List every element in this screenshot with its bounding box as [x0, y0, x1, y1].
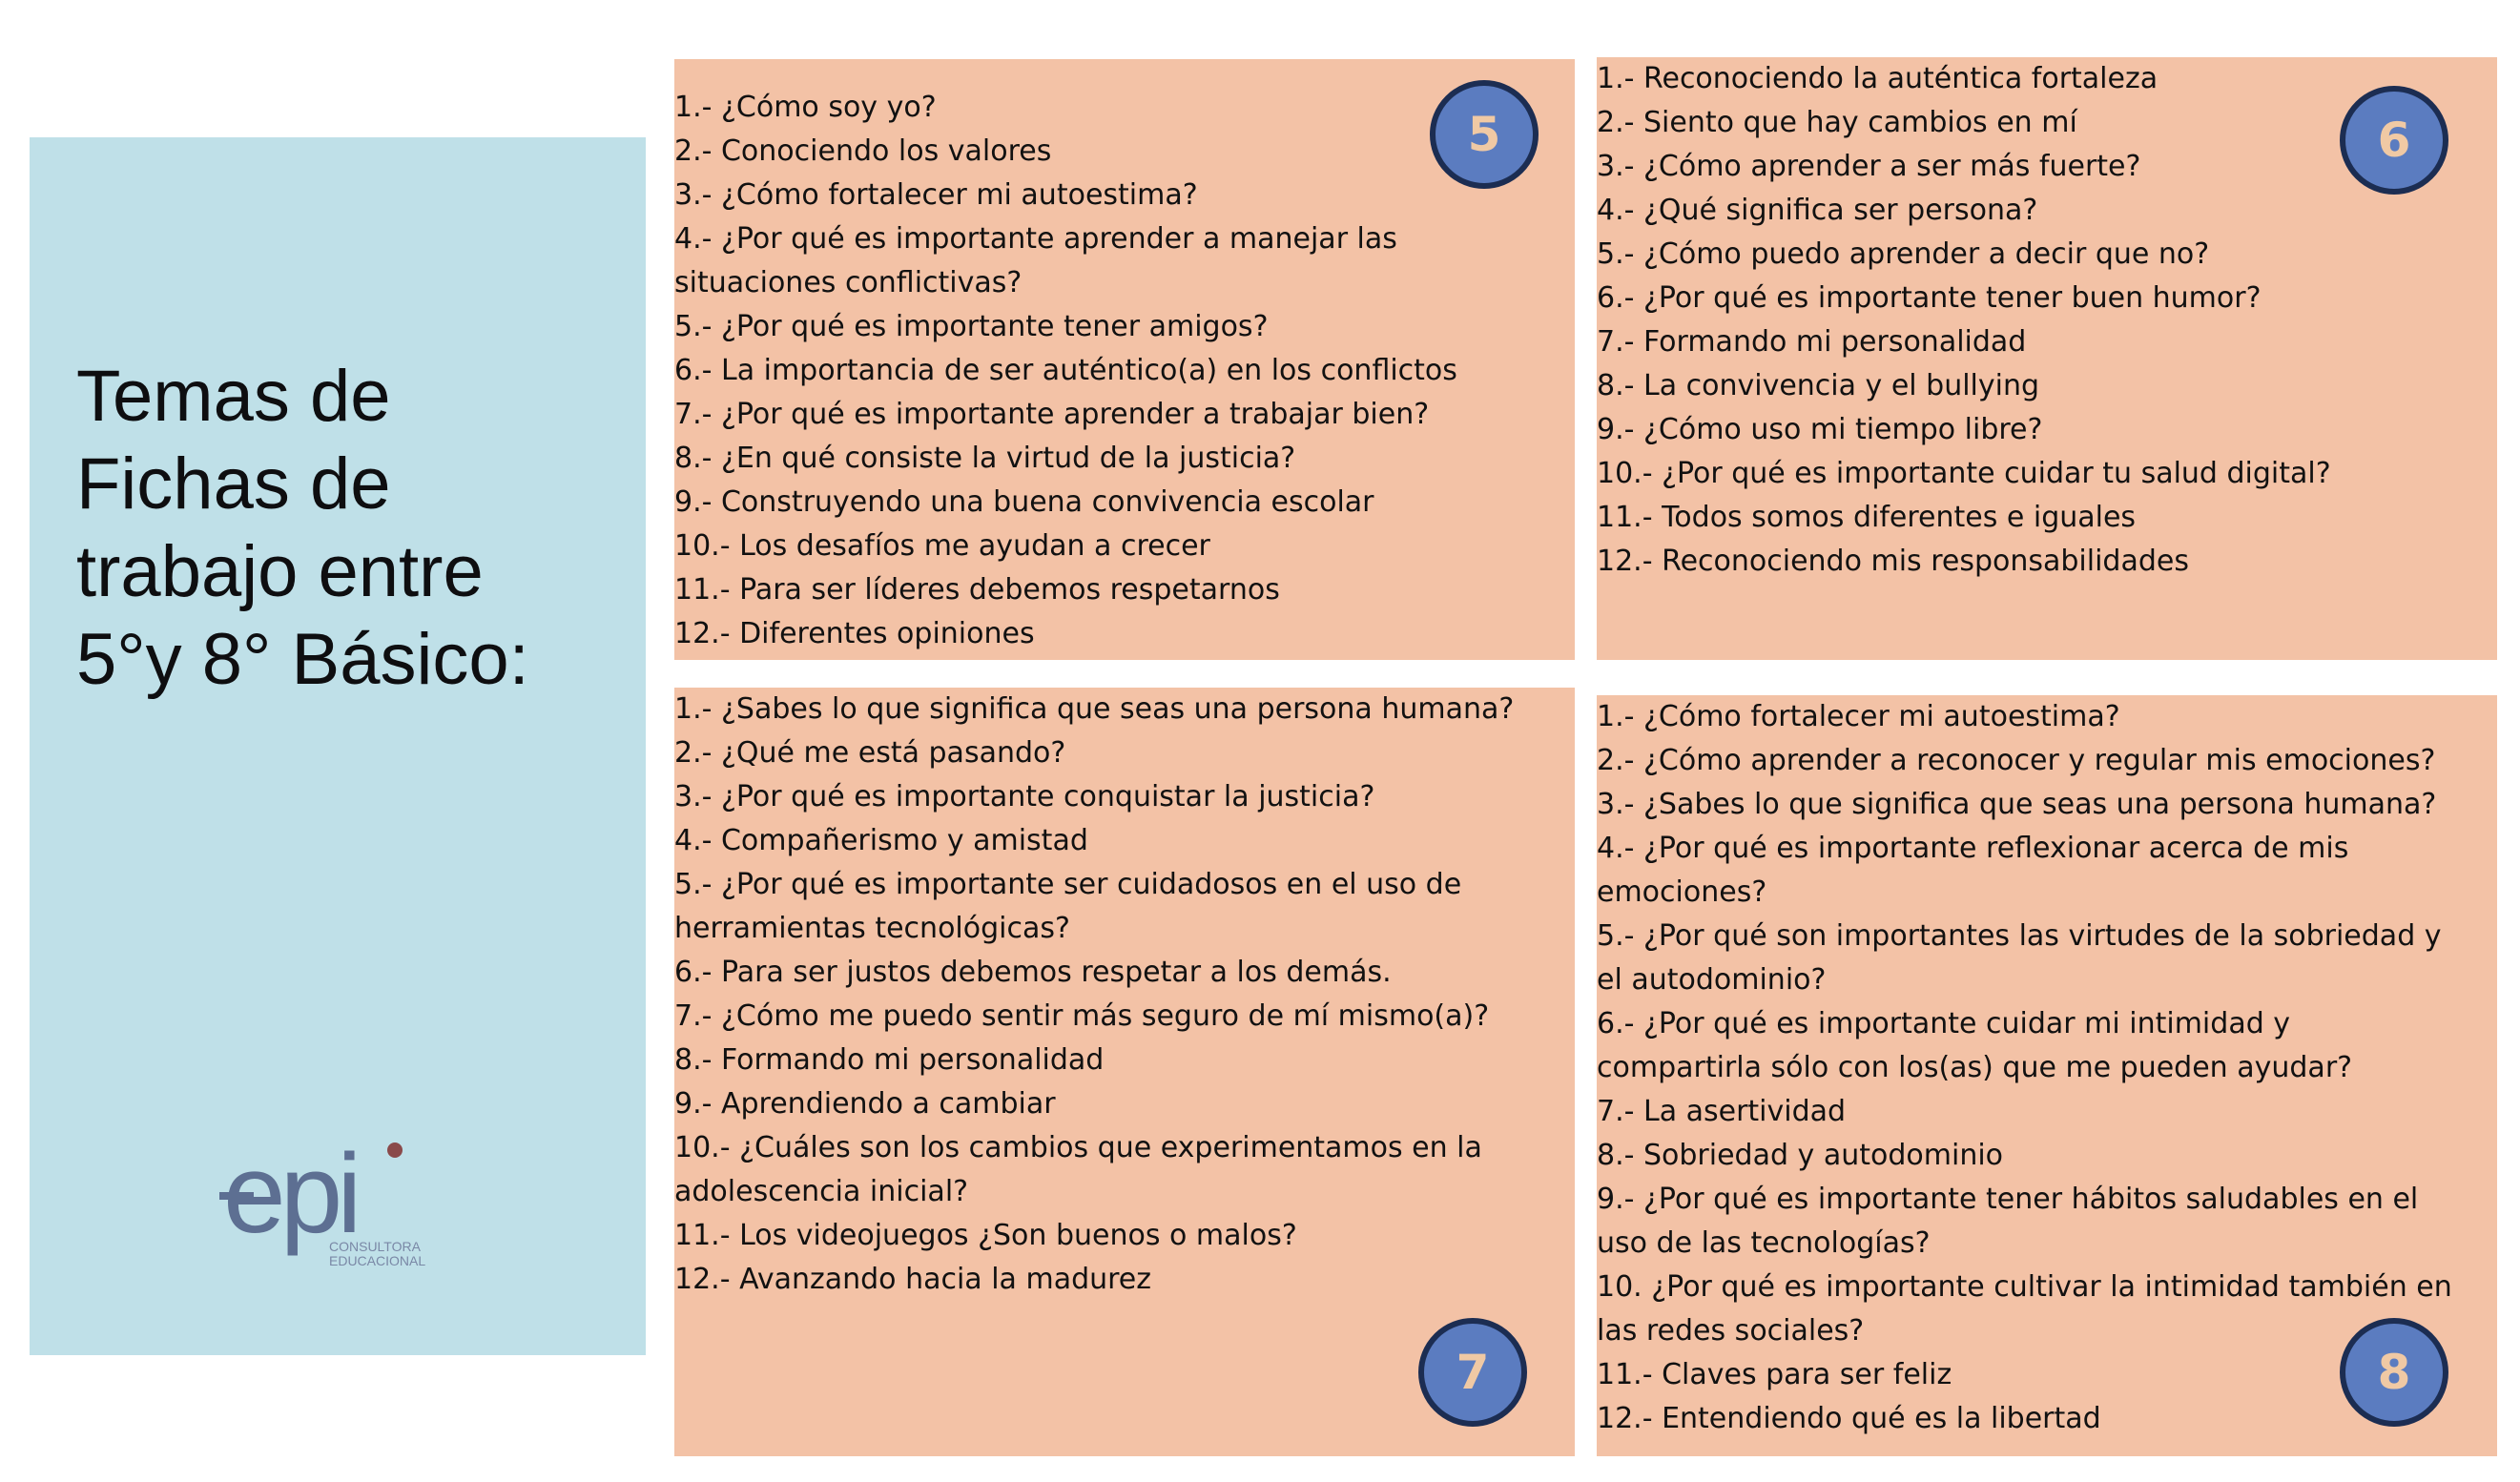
topic-item: 7.- ¿Por qué es importante aprender a trabajar bien?	[674, 398, 1430, 431]
topic-item: 2.- ¿Cómo aprender a reconocer y regular mis emociones?	[1597, 744, 2436, 777]
topic-item: 12.- Avanzando hacia la madurez	[674, 1263, 1152, 1296]
topic-item: 9.- ¿Por qué es importante tener hábitos saludables en el uso de las tecnologías?	[1597, 1183, 2419, 1260]
topic-list-grade-8	[1597, 695, 2455, 1441]
topic-item: 12.- Entendiendo qué es la libertad	[1597, 1402, 2101, 1435]
topic-item: 8.- Sobriedad y autodominio	[1597, 1139, 2004, 1172]
topic-list-grade-5	[674, 86, 1533, 656]
topic-item: 11.- Claves para ser feliz	[1597, 1358, 1952, 1391]
epi-logo	[219, 1135, 448, 1278]
topic-item: 7.- Formando mi personalidad	[1597, 325, 2027, 359]
topic-item: 8.- Formando mi personalidad	[674, 1043, 1105, 1077]
logo-dot	[387, 1142, 403, 1158]
logo-wordmark: epi	[223, 1135, 357, 1257]
topic-item: 11.- Todos somos diferentes e iguales	[1597, 501, 2137, 534]
topic-item: 11.- Los videojuegos ¿Son buenos o malos?	[674, 1219, 1297, 1252]
topic-item: 1.- ¿Sabes lo que significa que seas una persona humana?	[674, 692, 1515, 726]
topic-item: 6.- ¿Por qué es importante cuidar mi intimidad y compartirla sólo con los(as) que me pueden ayudar?	[1597, 1007, 2353, 1084]
topic-list-grade-6	[1597, 57, 2455, 584]
topic-item: 8.- La convivencia y el bullying	[1597, 369, 2040, 402]
topic-item: 1.- Reconociendo la auténtica fortaleza	[1597, 62, 2159, 95]
topic-item: 5.- ¿Por qué es importante ser cuidadosos en el uso de herramientas tecnológicas?	[674, 868, 1462, 945]
topic-item: 1.- ¿Cómo fortalecer mi autoestima?	[1597, 700, 2120, 733]
topic-item: 3.- ¿Por qué es importante conquistar la justicia?	[674, 780, 1375, 813]
topic-item: 9.- ¿Cómo uso mi tiempo libre?	[1597, 413, 2043, 446]
topic-item: 12.- Reconociendo mis responsabilidades	[1597, 545, 2189, 578]
topic-item: 6.- ¿Por qué es importante tener buen humor?	[1597, 281, 2262, 315]
topic-item: 3.- ¿Cómo fortalecer mi autoestima?	[674, 178, 1198, 212]
grade-5-badge: 5	[1430, 80, 1539, 189]
panel-grade-6	[1597, 57, 2497, 660]
topic-item: 10.- ¿Cuáles son los cambios que experimentamos en la adolescencia inicial?	[674, 1131, 1482, 1208]
topic-list-grade-7	[674, 688, 1533, 1302]
topic-item: 4.- ¿Qué significa ser persona?	[1597, 194, 2038, 227]
topic-item: 2.- Siento que hay cambios en mí	[1597, 106, 2077, 139]
topic-item: 4.- ¿Por qué es importante aprender a manejar las situaciones conflictivas?	[674, 222, 1397, 299]
panel-grade-8	[1597, 695, 2497, 1456]
topic-item: 10. ¿Por qué es importante cultivar la intimidad también en las redes sociales?	[1597, 1270, 2452, 1348]
topic-item: 4.- Compañerismo y amistad	[674, 824, 1088, 857]
topic-item: 3.- ¿Sabes lo que significa que seas una persona humana?	[1597, 788, 2437, 821]
topic-item: 9.- Construyendo una buena convivencia escolar	[674, 485, 1374, 519]
panel-grade-5	[674, 59, 1575, 660]
topic-item: 8.- ¿En qué consiste la virtud de la justicia?	[674, 442, 1296, 475]
topic-item: 6.- Para ser justos debemos respetar a los demás.	[674, 956, 1392, 989]
topic-item: 7.- ¿Cómo me puedo sentir más seguro de mí mismo(a)?	[674, 999, 1490, 1033]
topic-item: 10.- Los desafíos me ayudan a crecer	[674, 529, 1210, 563]
topic-item: 2.- ¿Qué me está pasando?	[674, 736, 1066, 770]
topic-item: 3.- ¿Cómo aprender a ser más fuerte?	[1597, 150, 2141, 183]
grade-8-badge: 8	[2340, 1318, 2448, 1427]
topic-item: 4.- ¿Por qué es importante reflexionar acerca de mis emociones?	[1597, 832, 2349, 909]
topic-item: 10.- ¿Por qué es importante cuidar tu salud digital?	[1597, 457, 2331, 490]
topic-item: 1.- ¿Cómo soy yo?	[674, 91, 937, 124]
topic-item: 11.- Para ser líderes debemos respetarnos	[674, 573, 1280, 607]
topic-item: 5.- ¿Por qué son importantes las virtudes de la sobriedad y el autodominio?	[1597, 919, 2442, 997]
grade-6-badge: 6	[2340, 86, 2448, 195]
panel-grade-7	[674, 688, 1575, 1456]
grade-7-badge: 7	[1418, 1318, 1527, 1427]
topic-item: 9.- Aprendiendo a cambiar	[674, 1087, 1056, 1121]
topic-item: 5.- ¿Cómo puedo aprender a decir que no?	[1597, 237, 2210, 271]
topic-item: 12.- Diferentes opiniones	[674, 617, 1035, 650]
page-title: Temas de Fichas de trabajo entre 5°y 8° Básico:	[76, 356, 529, 700]
logo-subtitle-1: CONSULTORA	[329, 1239, 421, 1254]
topic-item: 7.- La asertividad	[1597, 1095, 1847, 1128]
topic-item: 2.- Conociendo los valores	[674, 134, 1052, 168]
logo-subtitle-2: EDUCACIONAL	[329, 1253, 426, 1268]
topic-item: 6.- La importancia de ser auténtico(a) en los conflictos	[674, 354, 1457, 387]
topic-item: 5.- ¿Por qué es importante tener amigos?	[674, 310, 1269, 343]
